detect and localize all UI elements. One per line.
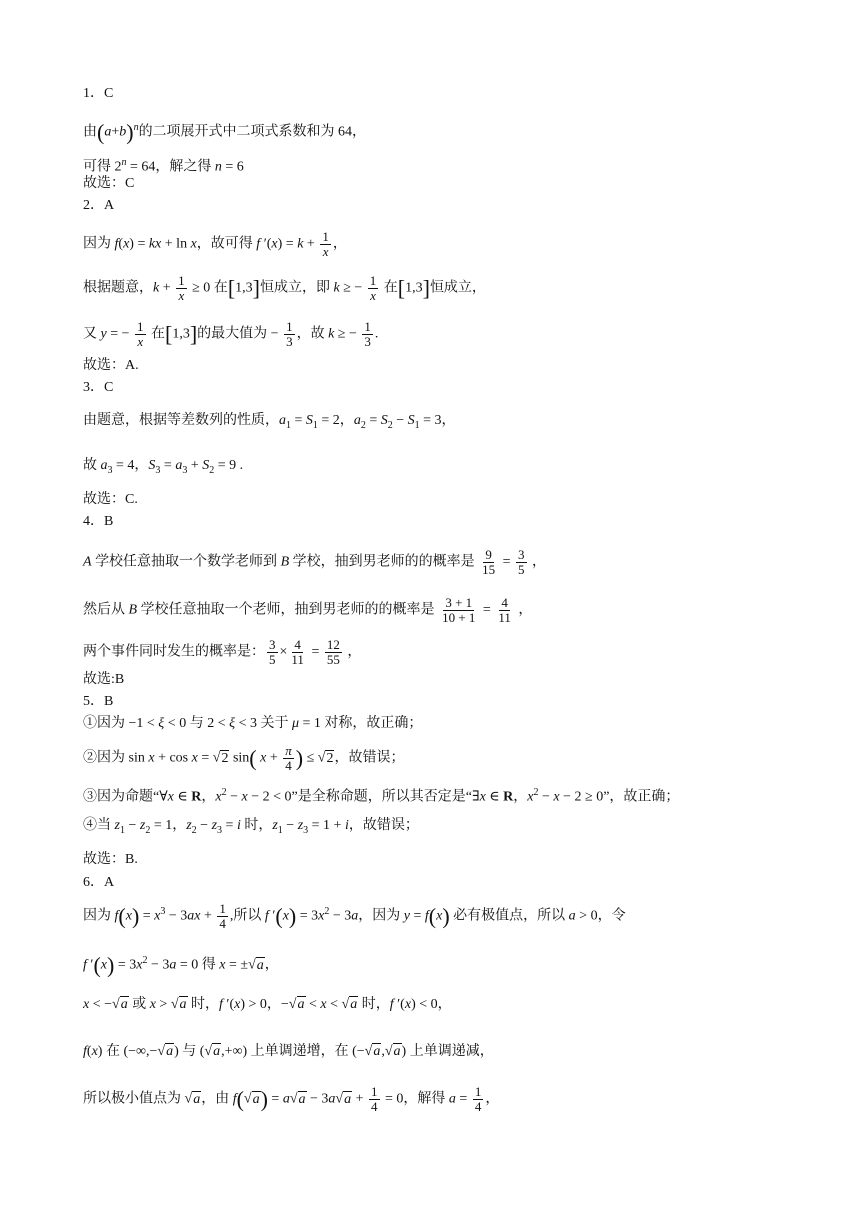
q1-line-3: 故选：C [83,176,135,191]
q5-line-1: ①因为 −1 < ξ < 0 与 2 < ξ < 3 关于 μ = 1 对称，故正确； [83,716,423,731]
q6-line-2: f $'(x) = 3x^2 - 3a = 0$ 得 x = ±√a， [83,952,279,978]
q2-line-2: 根据题意，k + $\frac{1}{x}$ ≥ 0 在[1,3]恒成立，即 k ≥ − $\frac{1}{x}$ 在[1,3]恒成立， [83,273,486,303]
q5-line-5: 故选：B. [83,852,138,867]
q4-line-4: 故选:B [83,672,125,687]
q3-line-3: 故选：C. [83,492,138,507]
q1-line-2: 可得 $2^n = 64$，解之得 n = 6 [83,157,244,175]
q6-line-3: x < −√a 或 x > √a 时，f ′(x) > 0，−√a < x < √a 时，f ′(x) < 0， [83,997,452,1012]
q3-line-1: 由题意，根据等差数列的性质，$a_1 = S_1 = 2$，$a_2 = S_2 - S_1 = 3$， [83,413,456,431]
q3-header: 3．C [83,380,114,395]
q3-line-2: 故 $a_3 = 4$，$S_3 = a_3 + S_2 = 9$ . [83,458,244,476]
q2-line-3: 又 y = − $\frac{1}{x}$ 在[1,3]的最大值为 − $\frac{1}{3}$ ，故 k ≥ − $\frac{1}{3}$ . [83,319,379,349]
q4-line-1: A 学校任意抽取一个数学老师到 B 学校，抽到男老师的的概率是 $\frac{9}{15}$ = $\frac{3}{5}$ ， [83,547,547,577]
q1-line-1: 由$(a+b)^n$的二项展开式中二项式系数和为 64， [83,119,367,145]
q6-line-4: f(x) 在 (−∞,−√a) 与 (√a,+∞) 上单调递增，在 (−√a,√a) 上单调递减， [83,1044,494,1059]
q6-line-1: 因为 $f(x) = x^3 - 3ax$ + $\frac{1}{4}$ ,所以 f $'(x) = 3x^2 - 3a$，因为 y = f(x) 必有极值点，所以 a > 0，令 [83,901,626,931]
q5-line-3: ③因为命题“∀x ∈ R，$x^2 - x - 2 < 0$”是全称命题，所以其否定是“∃x ∈ R，$x^2 - x - 2 \ge 0$”，故正确； [83,787,680,805]
q2-header: 2．A [83,198,115,213]
q5-header: 5．B [83,694,114,709]
q1-header: 1．C [83,86,114,101]
q6-header: 6．A [83,875,115,890]
q4-line-2: 然后从 B 学校任意抽取一个老师，抽到男老师的的概率是 $\frac{3 + 1}{10 + 1}$ = $\frac{4}{11}$ ， [83,595,533,625]
q6-line-5: 所以极小值点为 √a，由 f(√a) = a√a − 3a√a + $\frac{1}{4}$ = 0，解得 a = $\frac{1}{4}$ ， [83,1084,500,1114]
q2-line-4: 故选：A. [83,358,139,373]
q4-line-3: 两个事件同时发生的概率是： $\frac{3}{5}$ × $\frac{4}{11}$ = $\frac{12}{55}$ ， [83,637,362,667]
q5-line-4: ④当 $z_1 - z_2 = 1$，$z_2 - z_3 = i$ 时，$z_1 - z_3 = 1 + i$，故错误； [83,818,419,836]
q5-line-2: ②因为 sin x + cos x = √2 sin( x + $\frac{\pi}{4}$ ) ≤ √2，故错误； [83,743,405,773]
q4-header: 4．B [83,514,114,529]
q2-line-1: 因为 f(x) = kx + ln x，故可得 f ′(x) = k + $\frac{1}{x}$ ， [83,229,347,259]
